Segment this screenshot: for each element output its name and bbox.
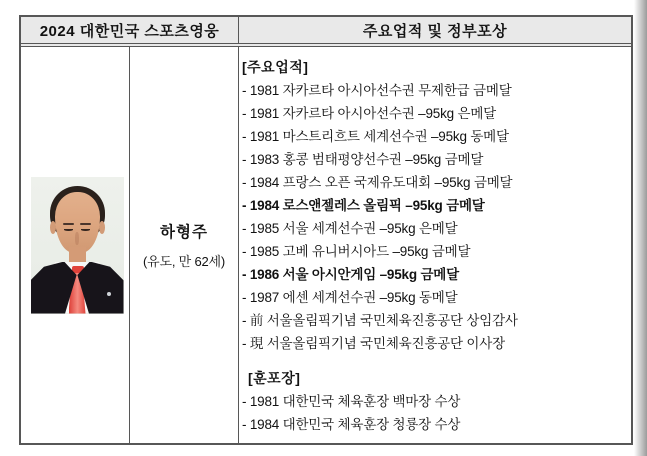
achievement-item: - 1983 홍콩 범태평양선수권 –95kg 금메달 <box>242 152 484 167</box>
page-edge-shadow <box>634 0 647 456</box>
achievement-item-olympic-gold: - 1984 로스앤젤레스 올림픽 –95kg 금메달 <box>242 198 485 213</box>
achievement-item: - 1985 고베 유니버시아드 –95kg 금메달 <box>242 244 471 259</box>
photo-eye-left <box>64 229 73 232</box>
section-title-major-achievements: [주요업적] <box>242 59 309 75</box>
achievement-item: - 前 서울올림픽기념 국민체육진흥공단 상임감사 <box>242 313 518 328</box>
photo-nose <box>75 232 79 245</box>
table-header-row <box>21 17 631 47</box>
person-name: 하형주 <box>160 224 208 241</box>
section-title-decorations: [훈포장] <box>248 370 301 386</box>
decoration-item: - 1984 대한민국 체육훈장 청룡장 수상 <box>242 417 461 432</box>
sports-hero-table <box>19 15 633 445</box>
achievement-item: - 1985 서울 세계선수권 –95kg 은메달 <box>242 221 458 236</box>
photo-torso <box>31 262 124 314</box>
name-cell <box>130 47 239 443</box>
achievement-item: - 1981 자카르타 아시아선수권 무제한급 금메달 <box>242 83 512 98</box>
header-cell-hero-title: 2024 대한민국 스포츠영웅 <box>21 17 239 43</box>
decoration-item: - 1981 대한민국 체육훈장 백마장 수상 <box>242 394 461 409</box>
photo-cell <box>21 47 130 443</box>
table-body-row <box>21 47 631 443</box>
photo-brow-left <box>63 223 74 226</box>
portrait-photo <box>31 177 124 314</box>
photo-eye-right <box>81 229 90 232</box>
achievement-item: - 1987 에센 세계선수권 –95kg 동메달 <box>242 290 458 305</box>
achievement-item: - 現 서울올림픽기념 국민체육진흥공단 이사장 <box>242 336 505 351</box>
person-detail: (유도, 만 62세) <box>143 254 225 269</box>
achievement-item-asiangames-gold: - 1986 서울 아시안게임 –95kg 금메달 <box>242 267 459 282</box>
achievement-item: - 1981 자카르타 아시아선수권 –95kg 은메달 <box>242 106 496 121</box>
achievement-item: - 1981 마스트리흐트 세계선수권 –95kg 동메달 <box>242 129 509 144</box>
achievement-item: - 1984 프랑스 오픈 국제유도대회 –95kg 금메달 <box>242 175 513 190</box>
header-cell-achievements-title: 주요업적 및 정부포상 <box>362 22 508 40</box>
achievements-cell <box>239 47 631 443</box>
photo-lapel-pin <box>107 292 111 296</box>
photo-face <box>55 192 100 253</box>
photo-brow-right <box>80 223 91 226</box>
